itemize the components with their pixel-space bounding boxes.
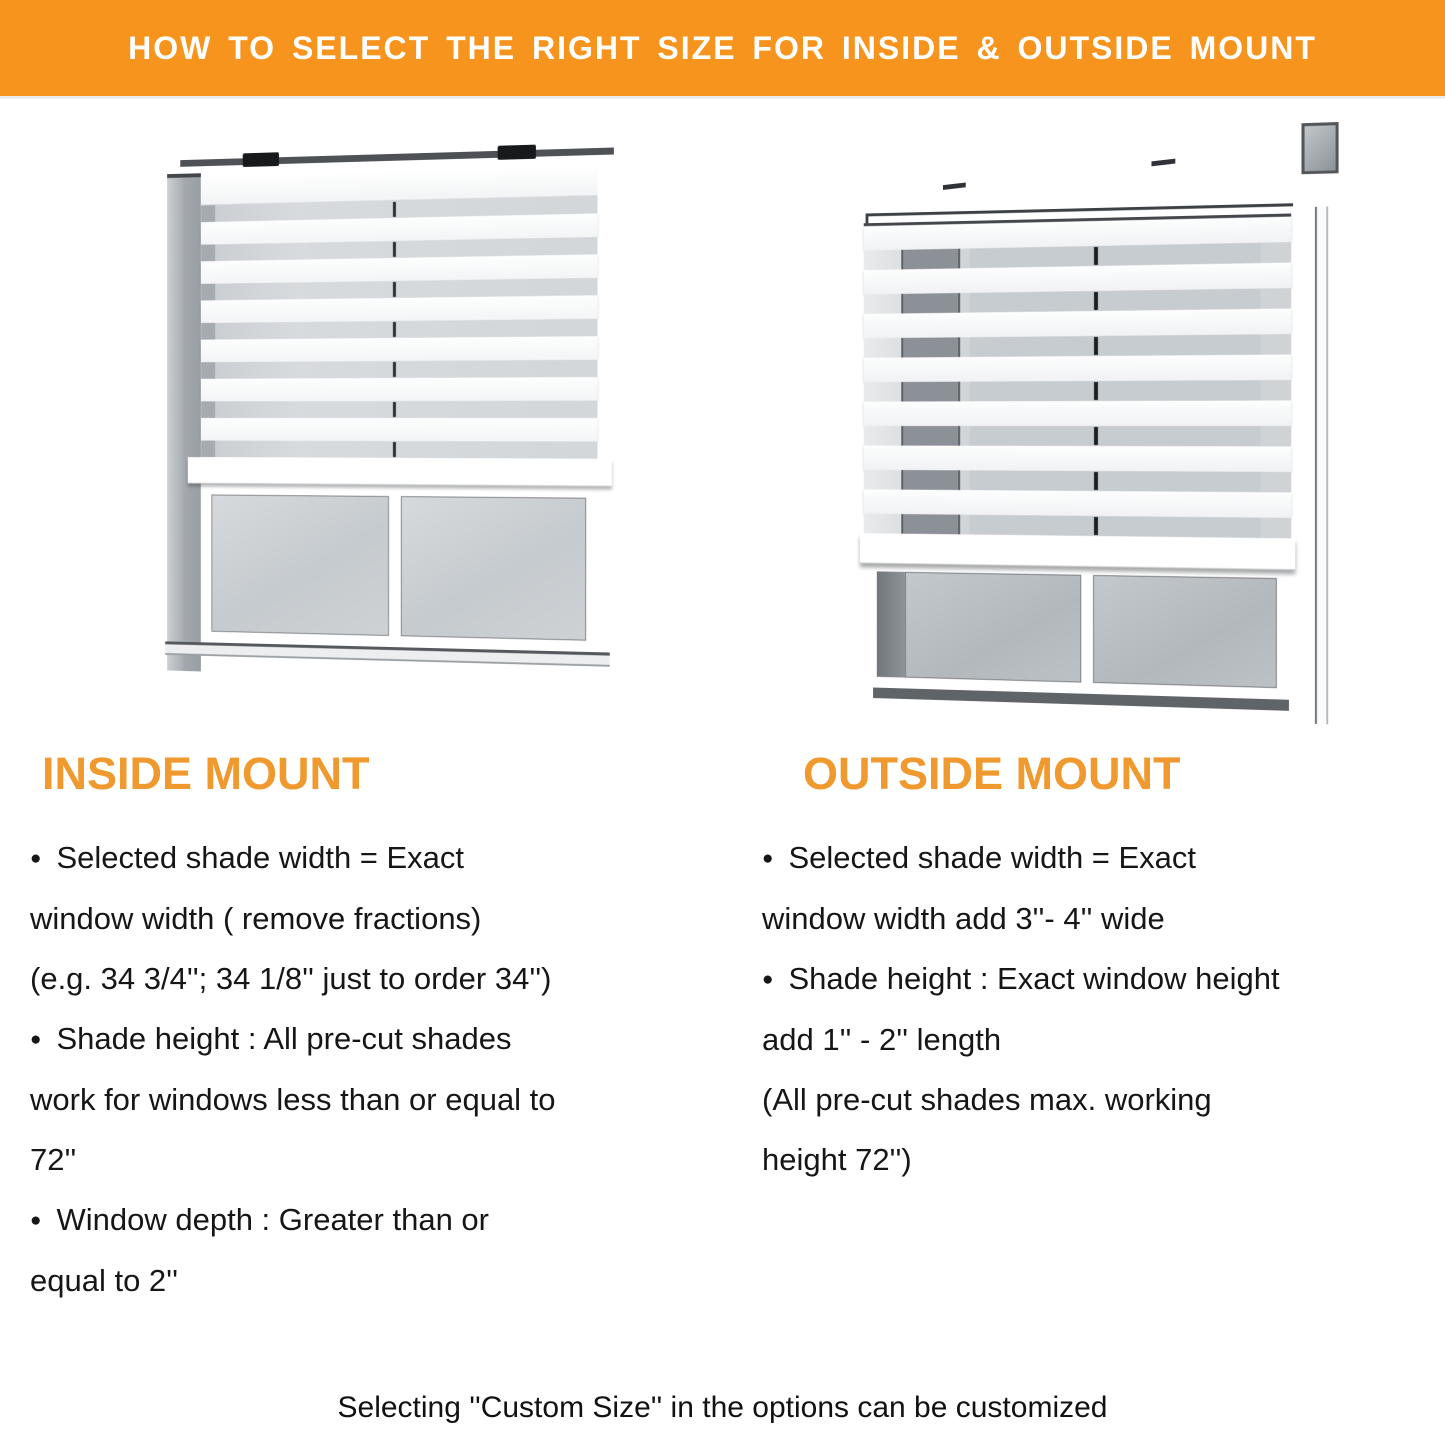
bullet-dot: ● (762, 969, 774, 990)
window-glass (877, 563, 1286, 698)
mounting-bracket (1301, 122, 1338, 174)
solid-stripe (864, 400, 1291, 426)
outside-mount-illustration (860, 118, 1343, 734)
window-right-frame (1315, 206, 1328, 724)
bullet-dot: ● (762, 848, 774, 869)
bullet-text: height 72'') (762, 1142, 912, 1177)
bullet-text: Window depth : Greater than or (56, 1202, 489, 1237)
sheer-stripe (201, 401, 598, 418)
window-mullion (389, 496, 401, 636)
inside-mount-heading: INSIDE MOUNT (42, 748, 370, 799)
glass-pane (1093, 575, 1277, 688)
custom-size-note-text: Selecting ''Custom Size'' in the options can be customized (337, 1391, 1108, 1424)
sheer-stripe (201, 360, 598, 379)
banner-title: HOW TO SELECT THE RIGHT SIZE FOR INSIDE & OUTSIDE MOUNT (128, 29, 1317, 66)
zebra-shade (864, 214, 1291, 571)
bullet-text: (e.g. 34 3/4''; 34 1/8'' just to order 34'') (30, 961, 552, 996)
window-frame (201, 166, 598, 652)
mounting-bracket (243, 152, 279, 167)
glass-pane (401, 496, 586, 641)
bullet-text: Selected shade width = Exact (788, 840, 1197, 875)
bullet-text: Shade height : Exact window height (788, 961, 1280, 996)
bullet-text: window width add 3''- 4'' wide (762, 901, 1165, 936)
inside-mount-illustration (160, 131, 633, 706)
bullet-text: Selected shade width = Exact (56, 840, 465, 875)
banner (0, 0, 1445, 99)
custom-size-note (0, 1386, 1445, 1430)
bullet-text: (All pre-cut shades max. working (762, 1082, 1212, 1117)
bullet-text: equal to 2'' (30, 1263, 179, 1298)
solid-stripe (201, 336, 598, 362)
outside-mount-bullets (762, 828, 1442, 1190)
bullet-text: work for windows less than or equal to (30, 1082, 556, 1117)
bullet-dot: ● (30, 848, 42, 869)
bullet-dot: ● (30, 1029, 42, 1050)
shade-cassette (201, 166, 598, 205)
window-glass (201, 484, 598, 653)
window-left-jamb (877, 571, 905, 677)
bullet-text: 72'' (30, 1142, 77, 1177)
solid-stripe (864, 354, 1291, 382)
inside-mount-section (30, 748, 735, 1311)
sheer-stripe (864, 470, 1291, 493)
sheer-stripe (864, 380, 1291, 402)
solid-stripe (864, 445, 1291, 471)
sheer-stripe (864, 426, 1291, 446)
wall-mark (1151, 159, 1175, 167)
outside-mount-heading: OUTSIDE MOUNT (803, 748, 1181, 799)
solid-stripe (201, 377, 598, 401)
glass-pane (905, 572, 1081, 683)
inside-mount-bullets (30, 828, 735, 1311)
bullet-dot: ● (30, 1210, 42, 1231)
bullet-text: window width ( remove fractions) (30, 901, 482, 936)
bullet-text: add 1'' - 2'' length (762, 1022, 1002, 1057)
solid-stripe (201, 418, 598, 442)
bullet-text: Shade height : All pre-cut shades (56, 1021, 512, 1056)
wall-mark (943, 182, 966, 190)
window-mullion (1081, 575, 1093, 683)
sheer-stripe (201, 441, 598, 459)
shade-bottom-rail (188, 457, 612, 487)
glass-pane (211, 494, 389, 636)
outside-mount-section (762, 748, 1442, 1190)
window-left-jamb (167, 173, 201, 671)
